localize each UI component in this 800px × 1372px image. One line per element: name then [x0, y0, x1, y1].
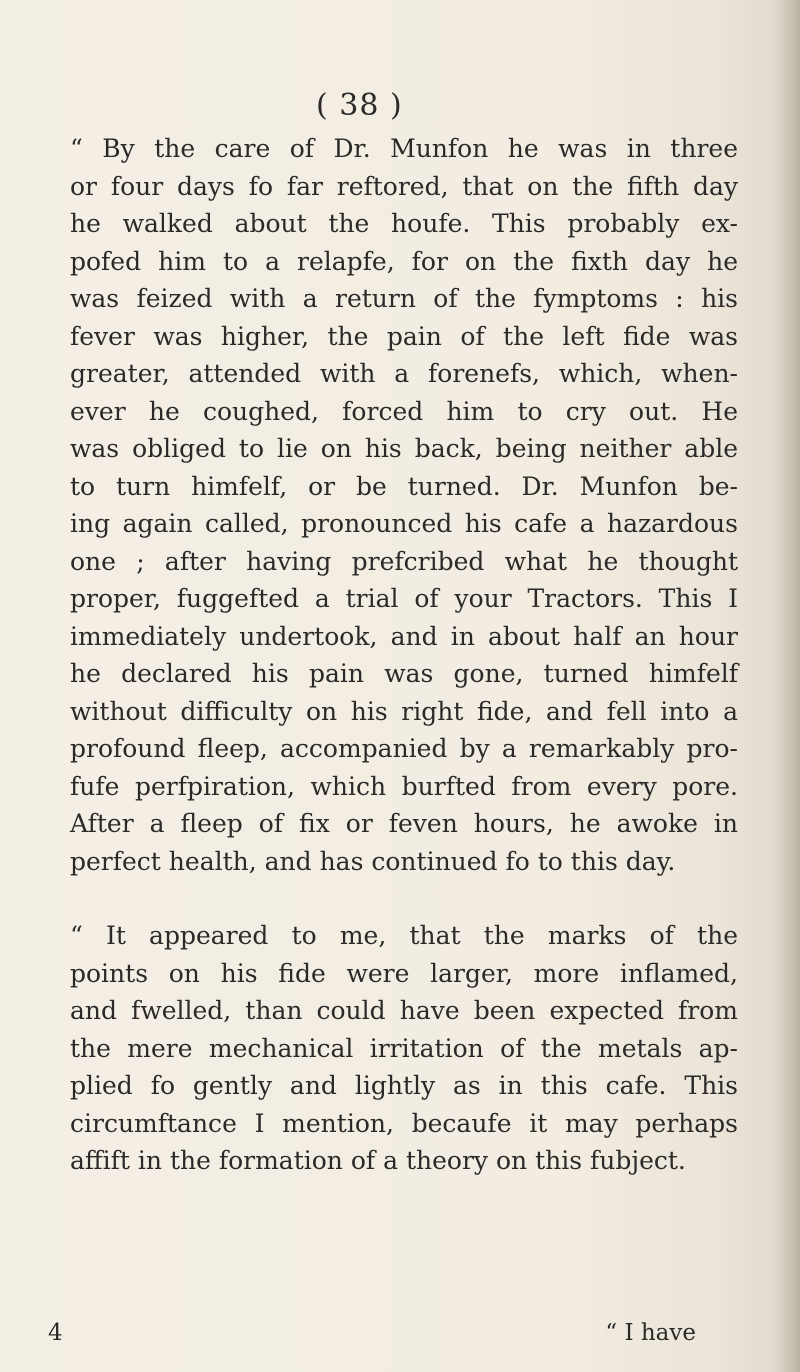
text-line: profound fleep, accompanied by a remarkably pro- [70, 734, 738, 763]
text-line: immediately undertook, and in about half an hour [70, 621, 738, 651]
text-line: “ By the care of Dr. Munfon he was in three [70, 134, 738, 163]
text-line: proper, fuggefted a trial of your Tractors. This I [70, 584, 738, 613]
page-edge-shadow [774, 0, 800, 1372]
text-line: one ; after having prefcribed what he thought [70, 546, 738, 576]
signature-mark: 4 [48, 1320, 63, 1346]
text-line: without difficulty on his right fide, and fell into a [70, 696, 738, 726]
text-line: he declared his pain was gone, turned himfelf [70, 659, 738, 688]
text-line: pofed him to a relapfe, for on the fixth day he [70, 246, 738, 276]
paragraph-2 [48, 917, 738, 1180]
text-line: affift in the formation of a theory on this fubject. [70, 1146, 686, 1175]
text-line: greater, attended with a forenefs, which, when- [70, 359, 738, 388]
text-line: fever was higher, the pain of the left fide was [70, 321, 738, 351]
text-line: points on his fide were larger, more inflamed, [70, 958, 738, 988]
text-line: “ It appeared to me, that the marks of the [70, 921, 738, 950]
text-line: the mere mechanical irritation of the metals ap- [70, 1033, 738, 1063]
page-footer [48, 1320, 738, 1360]
text-line: he walked about the houfe. This probably ex- [70, 209, 738, 238]
text-line: plied fo gently and lightly as in this cafe. This [70, 1071, 738, 1100]
page-number: ( 38 ) [316, 88, 403, 123]
text-line: and fwelled, than could have been expected from [70, 996, 738, 1025]
text-line: After a fleep of fix or feven hours, he awoke in [70, 809, 738, 838]
text-line: was obliged to lie on his back, being neither able [70, 434, 738, 463]
text-line: fufe perfpiration, which burfted from every pore. [70, 771, 738, 801]
text-line: perfect health, and has continued fo to this day. [70, 846, 676, 876]
catchword: “ I have [605, 1320, 696, 1346]
text-line: ever he coughed, forced him to cry out. He [70, 396, 738, 426]
body-text [48, 130, 738, 1180]
text-line: circumftance I mention, becaufe it may perhaps [70, 1108, 738, 1138]
text-line: was feized with a return of the fymptoms : his [70, 284, 738, 313]
text-line: ing again called, pronounced his cafe a hazardous [70, 509, 738, 538]
text-line: to turn himfelf, or be turned. Dr. Munfon be- [70, 471, 738, 501]
paragraph-1 [48, 130, 738, 880]
text-line: or four days fo far reftored, that on the fifth day [70, 171, 738, 201]
